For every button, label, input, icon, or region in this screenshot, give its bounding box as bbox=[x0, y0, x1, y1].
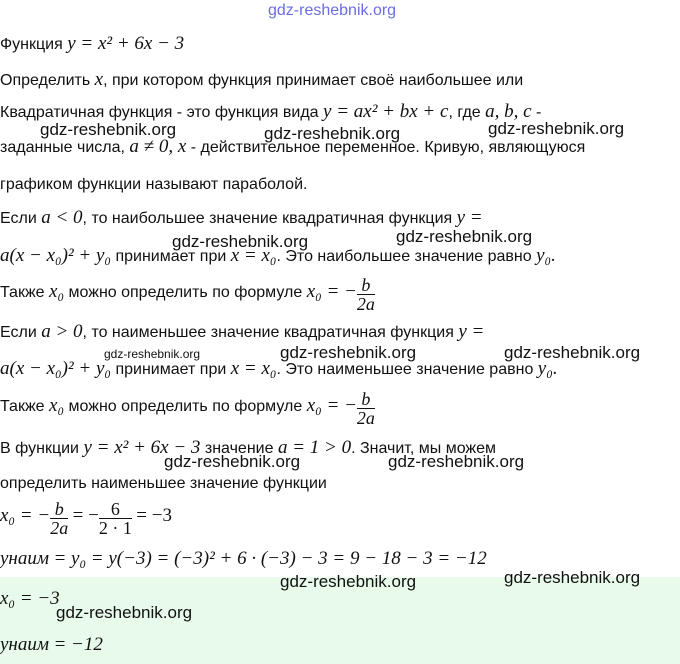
case-min-line-1: Если a > 0, то наименьшее значение квадратичная функция y = bbox=[0, 321, 485, 342]
solution-x0: x₀ = − $\frac{b}{2a}$ = − $\frac{6}{2 \cdot 1}$ = −3 bbox=[0, 500, 172, 534]
x0-formula-2: Также x₀ можно определить по формуле x₀ = − $\frac{b}{2a}$ bbox=[0, 390, 375, 424]
solution-ymin: yнаим = y₀ = y(−3) = (−3)² + 6 · (−3) − 3 = 9 − 18 − 3 = −12 bbox=[0, 548, 487, 569]
watermark-top: gdz-reshebnik.org bbox=[268, 2, 397, 19]
answer-x0: x₀ = −3 bbox=[0, 588, 60, 609]
watermark: gdz-reshebnik.org bbox=[104, 347, 201, 361]
watermark: gdz-reshebnik.org bbox=[488, 119, 625, 138]
watermark: gdz-reshebnik.org bbox=[280, 572, 417, 591]
watermark: gdz-reshebnik.org bbox=[504, 568, 641, 587]
watermark: gdz-reshebnik.org bbox=[164, 452, 301, 471]
case-min-line-2: a(x − x₀)² + y₀ принимает при x = x₀. Это наименьшее значение равно y₀. bbox=[0, 358, 558, 379]
watermark: gdz-reshebnik.org bbox=[172, 232, 309, 251]
definition-line-1: Квадратичная функция - это функция вида y = ax² + bx + c, где a, b, c - bbox=[0, 101, 542, 122]
answer-ymin: yнаим = −12 bbox=[0, 634, 103, 655]
watermark: gdz-reshebnik.org bbox=[56, 603, 193, 622]
solution-line-1: В функции y = x² + 6x − 3 значение a = 1 > 0. Значит, мы можем bbox=[0, 437, 497, 458]
definition-line-3: графиком функции называют параболой. bbox=[0, 176, 308, 193]
watermark: gdz-reshebnik.org bbox=[388, 452, 525, 471]
x0-formula-1: Также x₀ можно определить по формуле x₀ = − $\frac{b}{2a}$ bbox=[0, 276, 375, 310]
watermark: gdz-reshebnik.org bbox=[40, 120, 177, 139]
fraction: $\frac{b}{2a}$ bbox=[356, 276, 375, 310]
watermark: gdz-reshebnik.org bbox=[504, 343, 641, 362]
fraction: $\frac{b}{2a}$ bbox=[356, 390, 375, 424]
watermark: gdz-reshebnik.org bbox=[280, 343, 417, 362]
fraction: $\frac{b}{2a}$ bbox=[50, 500, 69, 534]
case-max-line-2: a(x − x₀)² + y₀ принимает при x = x₀. Это наибольшее значение равно y₀. bbox=[0, 245, 556, 266]
fraction: $\frac{6}{2 \cdot 1}$ bbox=[98, 500, 132, 534]
task-line: Определить x, при котором функция принимает своё наибольшее или bbox=[0, 69, 524, 90]
definition-line-2: заданные числа, a ≠ 0, x - действительное переменное. Кривую, являющуюся bbox=[0, 136, 586, 157]
title-formula: y = x² + 6x − 3 bbox=[67, 33, 185, 54]
case-max-line-1: Если a < 0, то наибольшее значение квадратичная функция y = bbox=[0, 207, 483, 228]
watermark: gdz-reshebnik.org bbox=[264, 124, 401, 143]
solution-line-2: определить наименьшее значение функции bbox=[0, 475, 327, 492]
title-line: Функция y = x² + 6x − 3 bbox=[0, 33, 185, 54]
watermark: gdz-reshebnik.org bbox=[396, 227, 533, 246]
